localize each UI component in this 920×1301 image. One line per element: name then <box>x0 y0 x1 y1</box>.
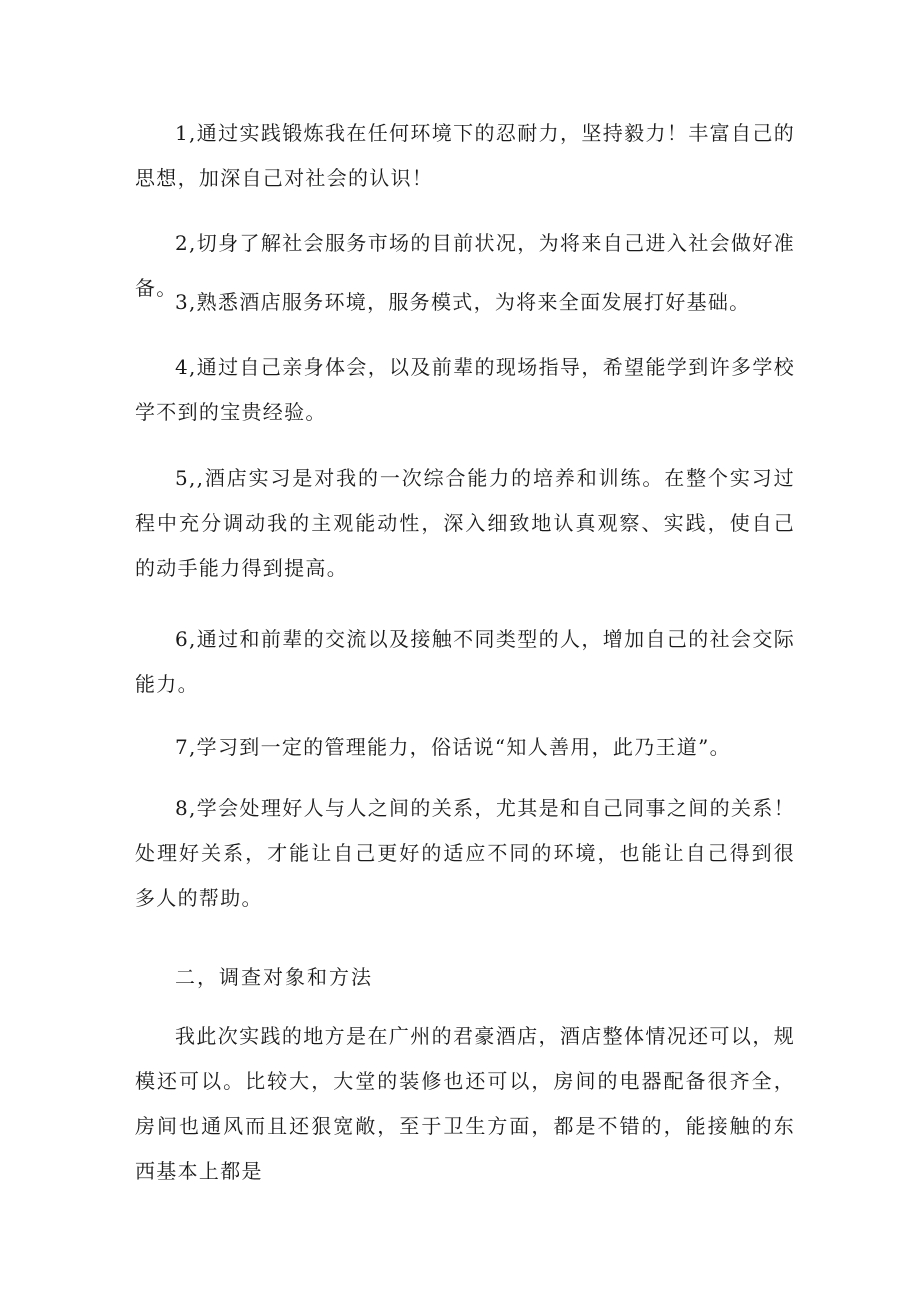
list-item-6: 6,通过和前辈的交流以及接触不同类型的人，增加自己的社会交际能力。 <box>135 627 795 696</box>
body-paragraph: 我此次实践的地方是在广州的君豪酒店，酒店整体情况还可以，规模还可以。比较大，大堂的装修也还可以，房间的电器配备很齐全，房间也通风而且还狠宽敞，至于卫生方面，都是不错的，能接触的东西基本上都是 <box>135 1024 795 1183</box>
list-item-2: 2,切身了解社会服务市场的目前状况，为将来自己进入社会做好准备。 <box>135 231 795 300</box>
list-item-4: 4,通过自己亲身体会，以及前辈的现场指导，希望能学到许多学校学不到的宝贵经验。 <box>135 355 795 424</box>
list-item-3: 3,熟悉酒店服务环境，服务模式，为将来全面发展打好基础。 <box>175 290 751 314</box>
list-item-7: 7,学习到一定的管理能力，俗话说“知人善用，此乃王道”。 <box>175 735 731 759</box>
list-item-8: 8,学会处理好人与人之间的关系，尤其是和自己同事之间的关系！处理好关系，才能让自己更好的适应不同的环境，也能让自己得到很多人的帮助。 <box>135 796 795 910</box>
section-heading: 二，调查对象和方法 <box>175 965 373 989</box>
list-item-1: 1,通过实践锻炼我在任何环境下的忍耐力，坚持毅力！丰富自己的思想，加深自己对社会的认识！ <box>135 121 795 190</box>
list-item-5: 5,,酒店实习是对我的一次综合能力的培养和训练。在整个实习过程中充分调动我的主观能动性，深入细致地认真观察、实践，使自己的动手能力得到提高。 <box>135 466 795 580</box>
